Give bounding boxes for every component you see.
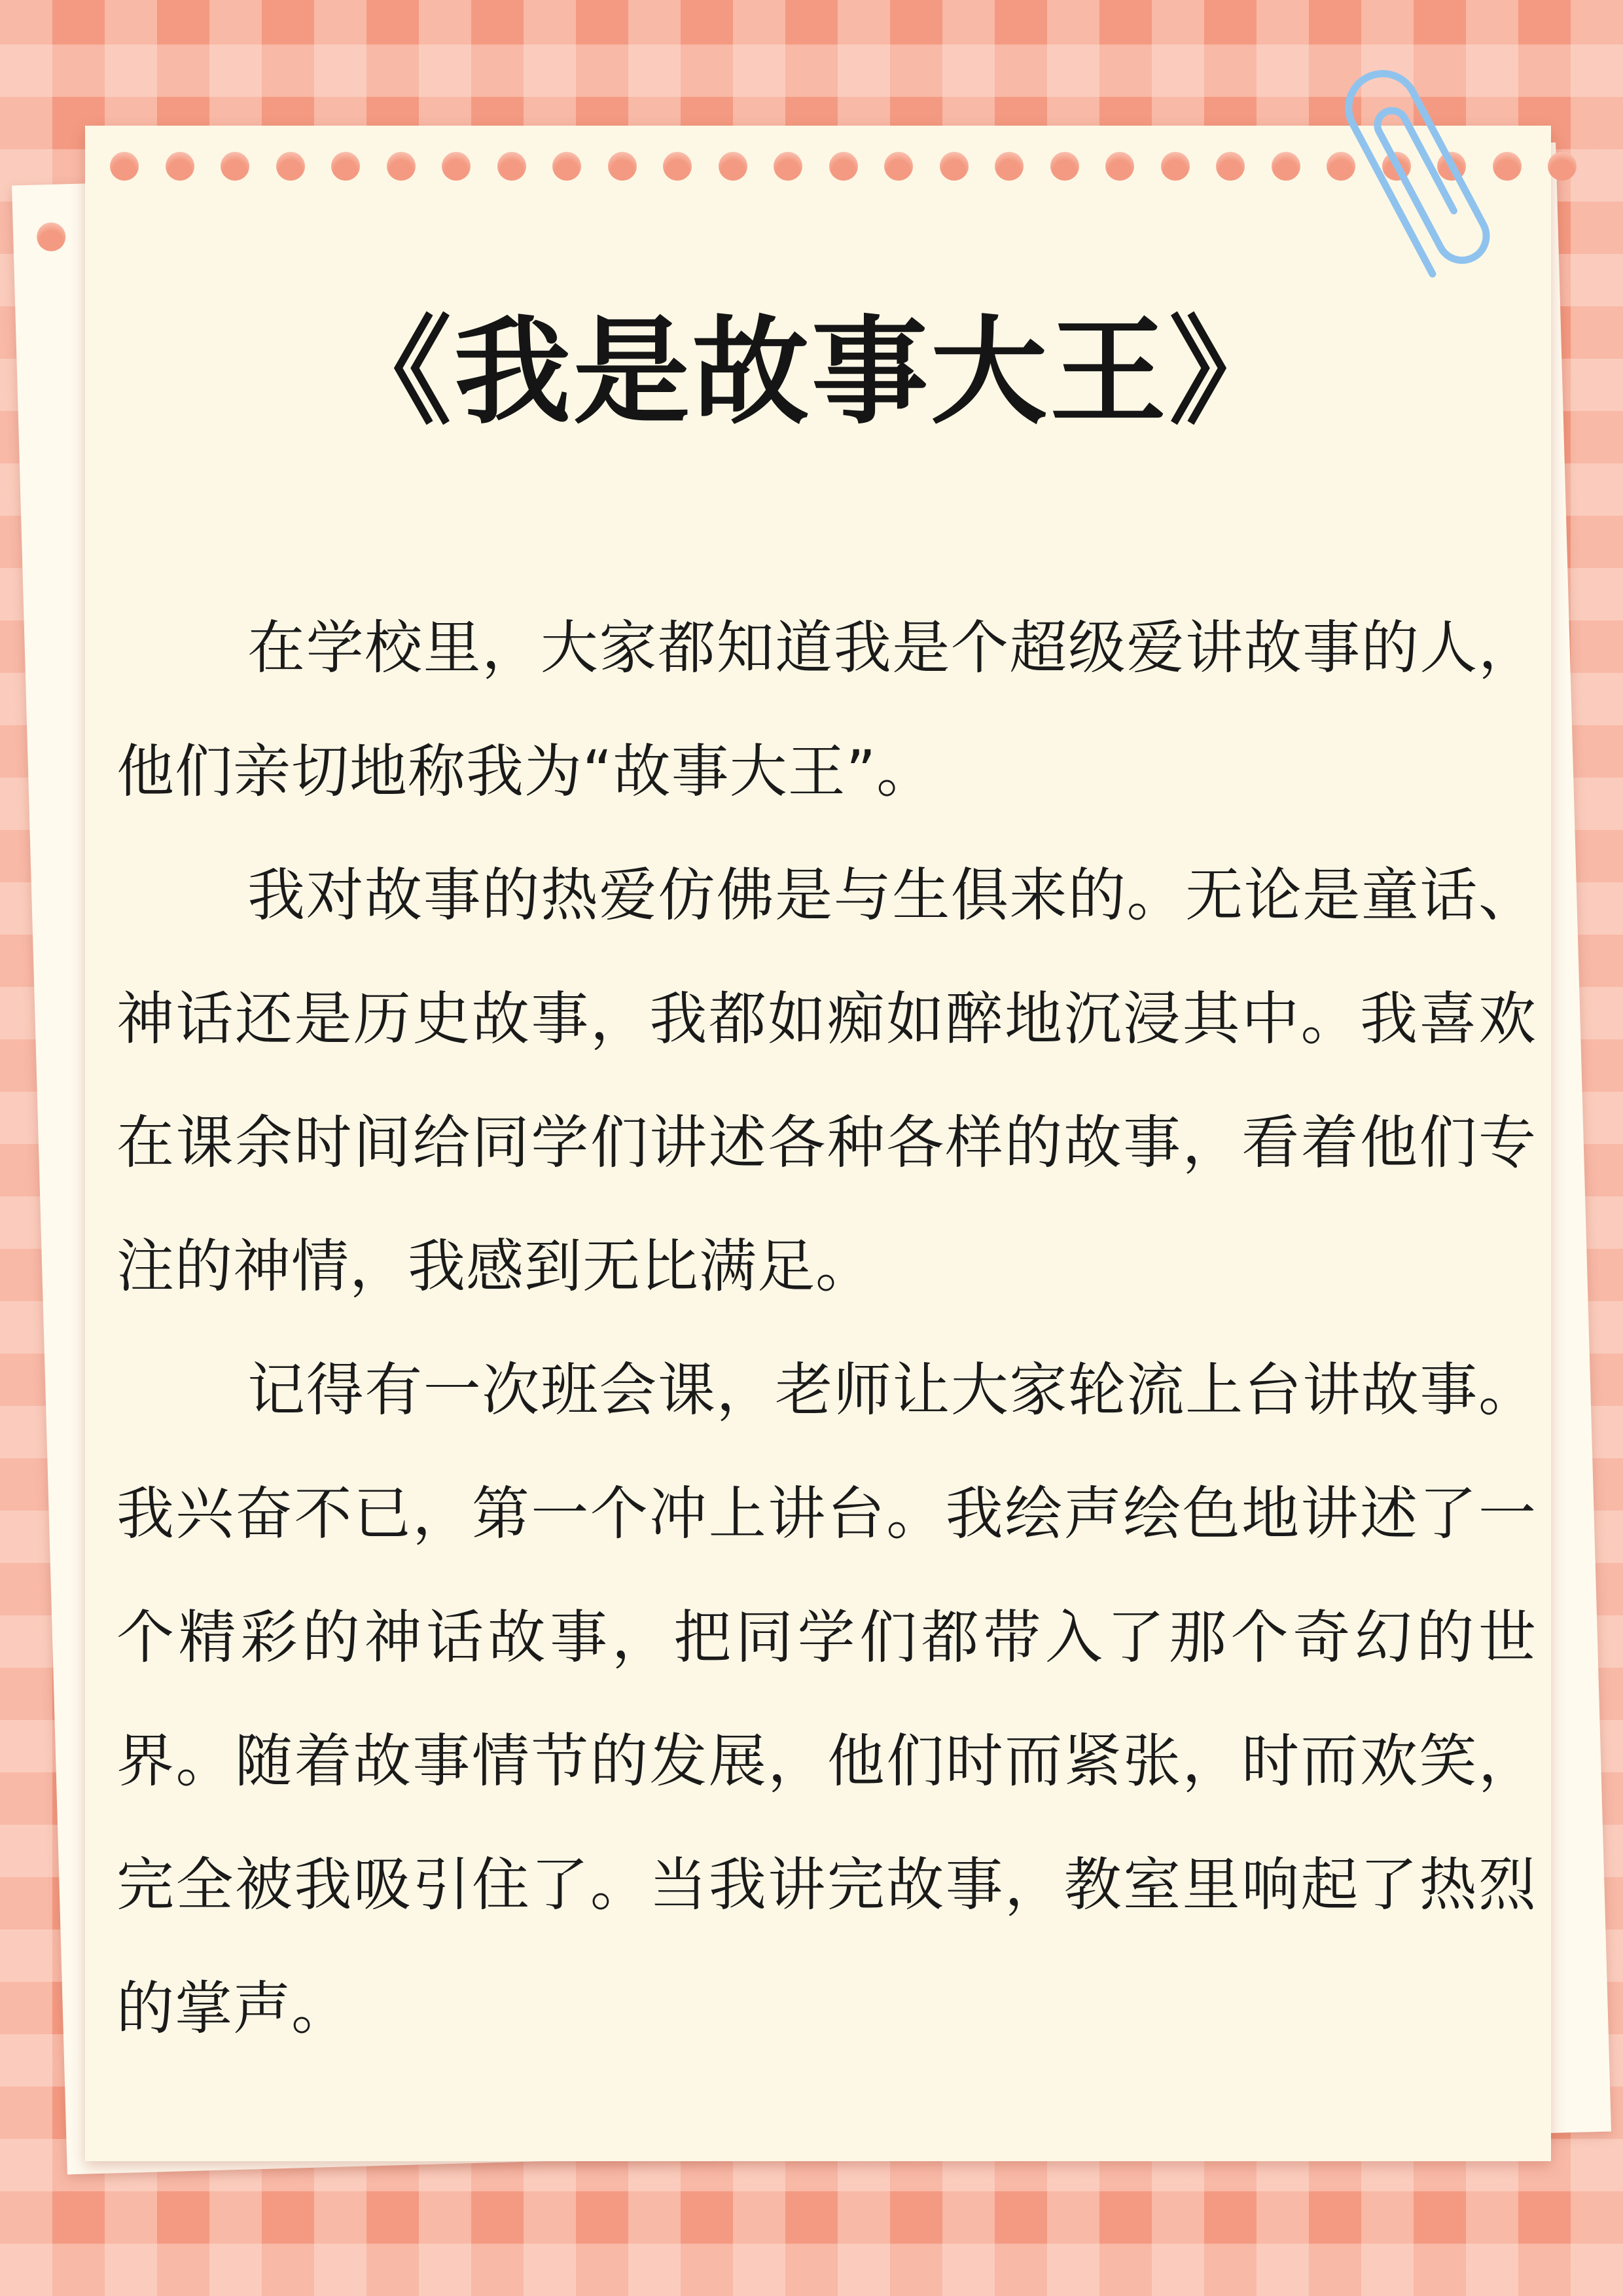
paperclip-icon xyxy=(1315,60,1492,296)
binding-hole xyxy=(1272,152,1300,181)
binding-hole xyxy=(829,152,858,181)
binding-hole xyxy=(166,152,194,181)
story-paragraph-3: 记得有一次班会课，老师让大家轮流上台讲故事。我兴奋不已，第一个冲上讲台。我绘声绘色地讲述了一个精彩的神话故事，把同学们都带入了那个奇幻的世界。随着故事情节的发展，他们时而紧张，时而欢笑，完全被我吸引住了。当我讲完故事，教室里响起了热烈的掌声。 xyxy=(116,1356,1537,2042)
binding-hole xyxy=(221,152,249,181)
binding-hole xyxy=(1161,152,1190,181)
binding-hole xyxy=(110,152,139,181)
binding-hole xyxy=(497,152,526,181)
binding-hole xyxy=(387,152,416,181)
story-paragraph-1: 在学校里，大家都知道我是个超级爱讲故事的人，他们亲切地称我为“故事大王”。 xyxy=(116,614,1537,805)
binding-hole xyxy=(884,152,913,181)
story-body xyxy=(116,586,1537,2070)
binding-hole xyxy=(719,152,747,181)
back-sheet-hole xyxy=(37,222,66,251)
binding-hole xyxy=(1050,152,1079,181)
binding-hole xyxy=(276,152,305,181)
binding-hole xyxy=(608,152,637,181)
binding-hole xyxy=(442,152,471,181)
binding-hole xyxy=(995,152,1024,181)
binding-hole xyxy=(1216,152,1245,181)
binding-hole xyxy=(1105,152,1134,181)
binding-hole xyxy=(1493,152,1522,181)
story-paragraph-2: 我对故事的热爱仿佛是与生俱来的。无论是童话、神话还是历史故事，我都如痴如醉地沉浸其中。我喜欢在课余时间给同学们讲述各种各样的故事，看着他们专注的神情，我感到无比满足。 xyxy=(116,861,1537,1300)
binding-hole xyxy=(552,152,581,181)
binding-hole xyxy=(940,152,969,181)
binding-hole xyxy=(1548,152,1577,181)
binding-hole xyxy=(774,152,802,181)
binding-hole xyxy=(331,152,360,181)
page-title: 《我是故事大王》 xyxy=(335,304,1288,440)
binding-hole xyxy=(663,152,692,181)
